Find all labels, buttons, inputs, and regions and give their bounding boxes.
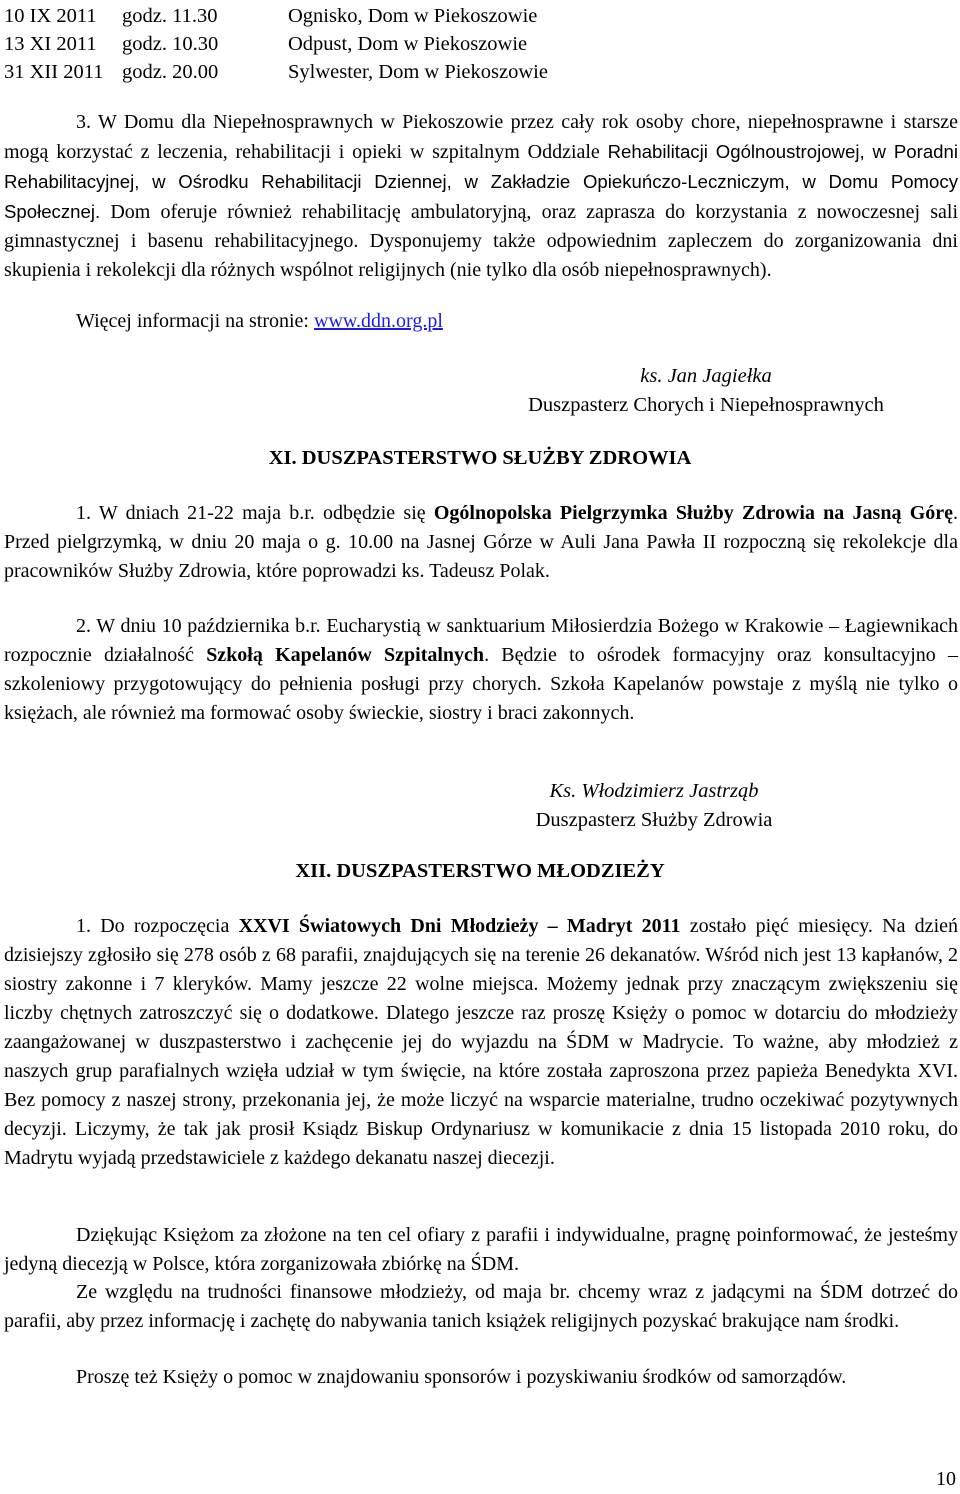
signature-role: Duszpasterz Służby Zdrowia — [535, 809, 773, 831]
section-xii-paragraph-4: Proszę też Księży o pomoc w znajdowaniu sponsorów i pozyskiwaniu środków od samorządów. — [76, 1366, 847, 1388]
page-number: 10 — [936, 1468, 956, 1490]
item-3-text-b: Rehabilitacji Ogólnoustrojowej, w Poradni Rehabilitacyjnej, w Ośrodku Rehabilitacji Dziennej, w Zakładzie Opiekuńczo-Leczniczym, w Domu Pomocy Społecznej. — [4, 141, 958, 222]
text: . Przed pielgrzymką, w dniu 20 maja o g. 10.00 na Jasnej Górze w Auli Jana Pawła II rozpoczną się rekolekcje dla pracowników Służby Zdrowia, które poprowadzi ks. Tadeusz Polak. — [4, 502, 959, 582]
section-xii-paragraph-1 — [4, 912, 958, 1173]
section-xii-heading: XII. DUSZPASTERSTWO MŁODZIEŻY — [295, 860, 665, 882]
item-3-text-d: Dysponujemy także odpowiednim zapleczem do zorganizowania dni skupienia i rekolekcji dla różnych wspólnot religijnych (nie tylko dla osób niepełnosprawnych). — [4, 230, 958, 281]
signature-name: Ks. Włodzimierz Jastrząb — [549, 780, 759, 802]
school-name: Szkołą Kapelanów Szpitalnych — [206, 644, 485, 666]
section-xi-paragraph-1 — [4, 499, 958, 586]
event-time: godz. 11.30 — [122, 5, 218, 27]
more-info-line — [76, 307, 956, 336]
event-time: godz. 20.00 — [122, 61, 219, 83]
event-desc: Ognisko, Dom w Piekoszowie — [288, 5, 538, 27]
event-list — [4, 2, 548, 86]
item-3-text-a: 3. W Domu dla Niepełnosprawnych w Piekoszowie przez cały rok osoby chore, niepełnosprawne i starsze mogą korzystać z leczenia, rehabilitacji i opieki w szpitalnym Oddziale — [4, 111, 958, 163]
text: zostało pięć miesięcy. Na dzień dzisiejszy zgłosiło się 278 osób z 68 parafii, znajdujących się na terenie 26 dekanatów. Wśród nich jest 13 kapłanów, 2 siostry zakonne i 7 kleryków. Mamy jeszcze 22 wolne miejsca. Możemy jednak przy znaczącym zwiększeniu się liczby chętnych zatroszczyć się o dodatkowe. Dlatego jeszcze raz proszę Księży o pomoc w dotarciu do młodzieży zaangażowanej w duszpasterstwo i zachęcenie jej do wyjazdu na ŚDM w Madrycie. To ważne, aby młodzież z naszych grup parafialnych wzięła udział w tym święcie, na które została zaproszona przez papieża Benedykta XVI. Bez pomocy z naszej strony, przekonania jej, że może liczyć na wsparcie materialne, trudno oczekiwać pozytywnych decyzji. Liczymy, że tak jak prosił Ksiądz Biskup Ordynariusz w komunikacie z dnia 15 listopada 2010 roku, do Madrytu wyjadą przedstawiciele z każdego dekanatu naszej diecezji. — [4, 915, 958, 1169]
signature-role: Duszpasterz Chorych i Niepełnosprawnych — [528, 394, 884, 416]
event-row — [4, 2, 548, 30]
more-info-label: Więcej informacji na stronie: — [76, 310, 314, 332]
item-3-paragraph — [4, 108, 958, 285]
signature-name: ks. Jan Jagiełka — [640, 365, 772, 387]
text: 2. W dniu 10 października b.r. Eucharystią w sanktuarium Miłosierdzia Bożego w Krakowie – Łagiewnikach rozpocznie działalność — [4, 615, 958, 666]
text: 1. Do rozpoczęcia — [76, 915, 239, 937]
event-date: 31 XII 2011 — [4, 61, 104, 83]
section-xii-paragraph-2: Dziękując Księżom za złożone na ten cel ofiary z parafii i indywidualne, pragnę poinformować, że jesteśmy jedyną diecezją w Polsce, która zorganizowała zbiórkę na ŚDM. — [4, 1224, 958, 1275]
wyd-title: XXVI Światowych Dni Młodzieży – Madryt 2011 — [238, 915, 681, 937]
event-date: 13 XI 2011 — [4, 33, 97, 55]
event-desc: Sylwester, Dom w Piekoszowie — [288, 61, 548, 83]
event-time: godz. 10.30 — [122, 33, 219, 55]
event-date: 10 IX 2011 — [4, 5, 97, 27]
section-xi-paragraph-2 — [4, 612, 958, 728]
item-3-text-c: Dom oferuje również rehabilitację ambulatoryjną, oraz zaprasza do korzystania z nowoczesnej sali gimnastycznej i basenu rehabilitacyjnego. — [4, 201, 958, 252]
section-xii-paragraph-3: Ze względu na trudności finansowe młodzieży, od maja br. chcemy wraz z jadącymi na ŚDM dotrzeć do parafii, aby przez informację i zachętę do nabywania tanich książek religijnych pozyskać brakujące nam środki. — [4, 1281, 958, 1332]
signature-1 — [496, 362, 916, 420]
website-link[interactable]: www.ddn.org.pl — [314, 310, 443, 332]
event-desc: Odpust, Dom w Piekoszowie — [288, 33, 528, 55]
section-xi-heading: XI. DUSZPASTERSTWO SŁUŻBY ZDROWIA — [268, 447, 692, 469]
text: 1. W dniach 21-22 maja b.r. odbędzie się — [76, 502, 434, 524]
signature-2 — [498, 777, 810, 835]
event-row — [4, 30, 548, 58]
text: . Będzie to ośrodek formacyjny oraz konsultacyjno – szkoleniowy przygotowujący do pełnienia posługi przy chorych. Szkoła Kapelanów powstaje z myślą nie tylko o księżach, ale również ma formować osoby świeckie, siostry i braci zakonnych. — [4, 644, 958, 724]
event-row — [4, 58, 548, 86]
pilgrimage-title: Ogólnopolska Pielgrzymka Służby Zdrowia na Jasną Górę — [433, 502, 954, 524]
